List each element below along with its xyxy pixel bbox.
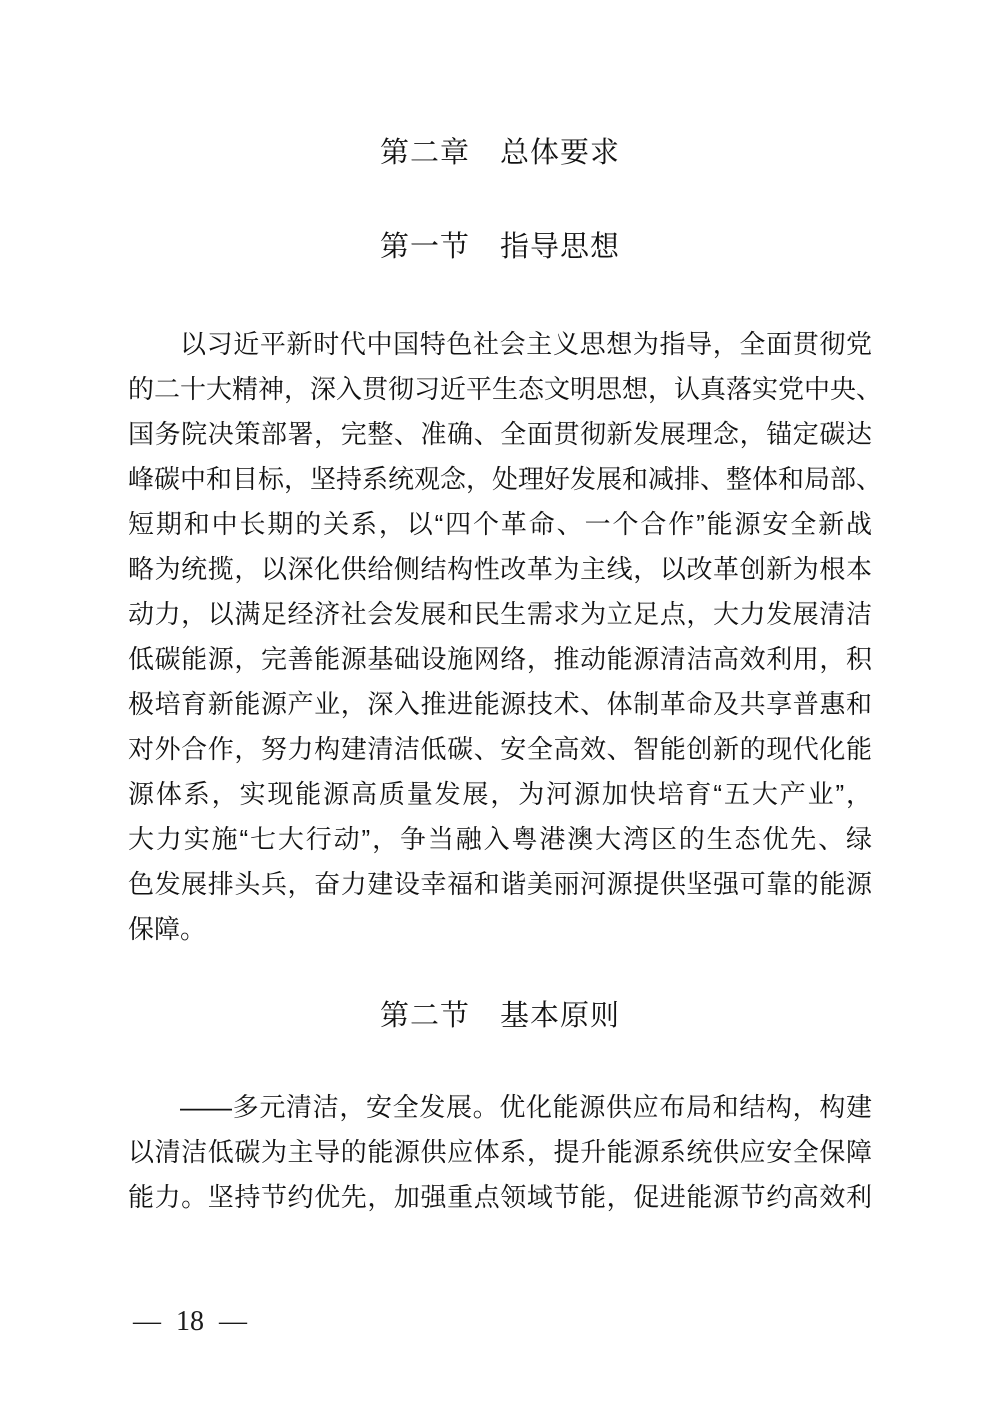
- chapter-heading: 第二章 总体要求: [379, 137, 620, 169]
- section-heading-guiding-ideology: 第一节 指导思想: [379, 231, 620, 263]
- text-line: 源体系，实现能源高质量发展，为河源加快培育“五大产业”，: [128, 779, 872, 809]
- text-line: ——多元清洁，安全发展。优化能源供应布局和结构，构建: [180, 1092, 872, 1122]
- text-line: 动力，以满足经济社会发展和民生需求为立足点，大力发展清洁: [128, 599, 872, 629]
- paragraph-guiding-ideology: [128, 322, 883, 952]
- footer-right-dash: —: [219, 1306, 247, 1337]
- text-line: 对外合作，努力构建清洁低碳、安全高效、智能创新的现代化能: [128, 734, 872, 764]
- text-line: 以清洁低碳为主导的能源供应体系，提升能源系统供应安全保障: [128, 1137, 872, 1167]
- text-line: 以习近平新时代中国特色社会主义思想为指导，全面贯彻党: [180, 329, 872, 359]
- page-number: 18: [176, 1306, 204, 1337]
- section-heading-basic-principles: 第二节 基本原则: [379, 1000, 620, 1032]
- text-line: 国务院决策部署，完整、准确、全面贯彻新发展理念，锚定碳达: [128, 419, 872, 449]
- paragraph-basic-principles: [128, 1085, 872, 1220]
- text-line: 保障。: [128, 914, 207, 944]
- text-line: 能力。坚持节约优先，加强重点领域节能，促进能源节约高效利: [128, 1182, 872, 1212]
- text-line: 短期和中长期的关系，以“四个革命、一个合作”能源安全新战: [128, 509, 872, 539]
- text-line: 色发展排头兵，奋力建设幸福和谐美丽河源提供坚强可靠的能源: [128, 869, 872, 899]
- text-line: 低碳能源，完善能源基础设施网络，推动能源清洁高效利用，积: [128, 644, 872, 674]
- text-line: 的二十大精神，深入贯彻习近平生态文明思想，认真落实党中央、: [128, 374, 883, 404]
- text-line: 大力实施“七大行动”，争当融入粤港澳大湾区的生态优先、绿: [128, 824, 872, 854]
- text-line: 略为统揽，以深化供给侧结构性改革为主线，以改革创新为根本: [128, 554, 872, 584]
- text-line: 峰碳中和目标，坚持系统观念，处理好发展和减排、整体和局部、: [128, 464, 883, 494]
- page-footer: [133, 1305, 247, 1339]
- text-line: 极培育新能源产业，深入推进能源技术、体制革命及共享普惠和: [128, 689, 872, 719]
- footer-left-dash: —: [133, 1306, 161, 1337]
